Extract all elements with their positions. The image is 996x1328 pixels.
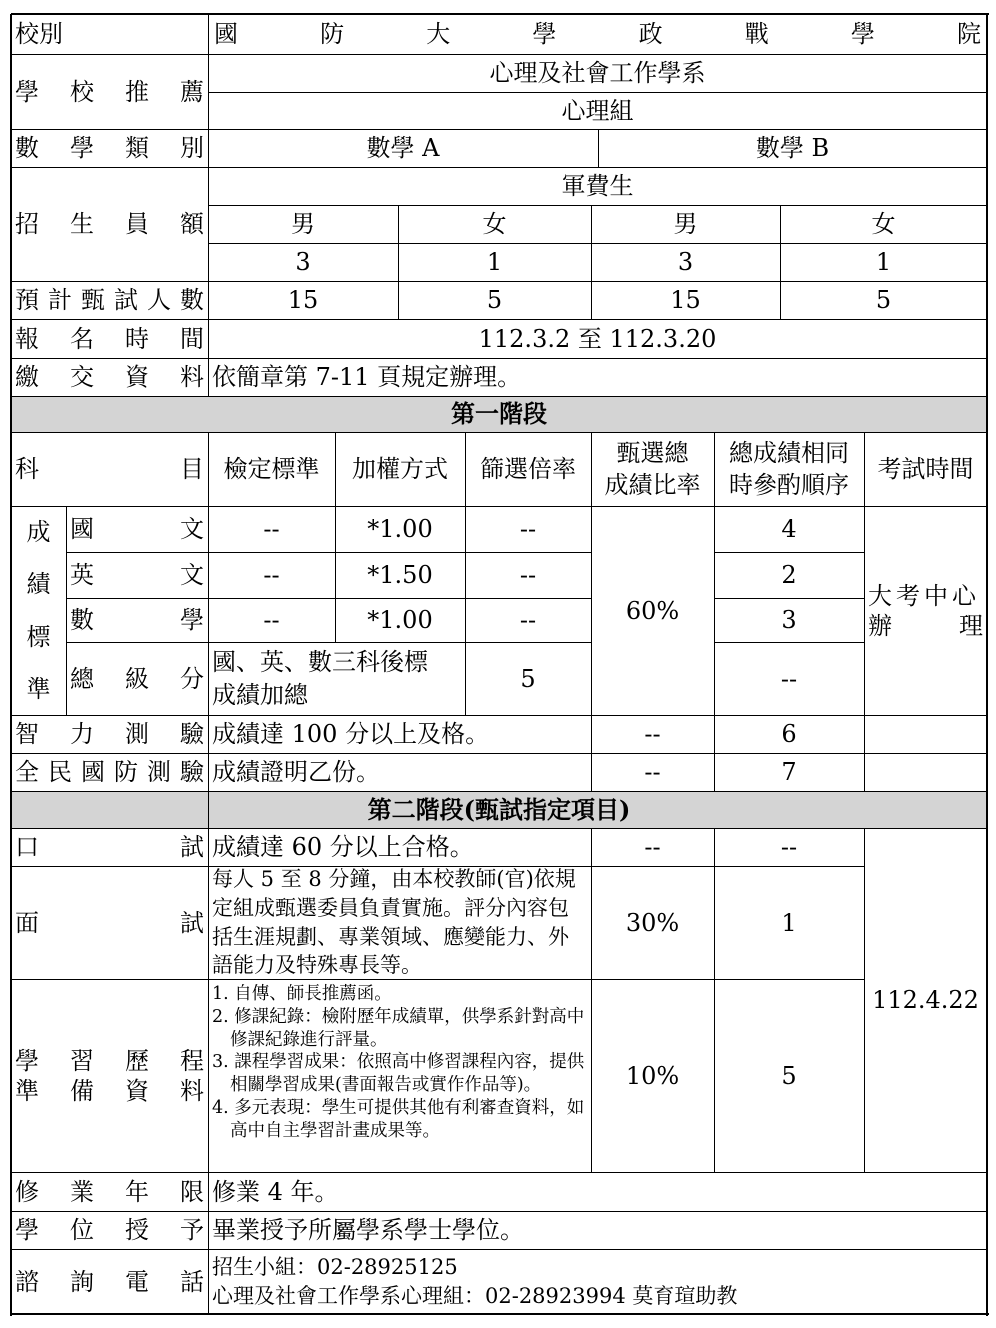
- score-label-char: 準: [26, 674, 51, 703]
- exam-time: 大考中心 辦 理: [868, 581, 983, 640]
- standard-cell: --: [263, 515, 280, 543]
- grid-line: [66, 552, 592, 553]
- iq-label: 智 力 測 驗: [15, 720, 204, 748]
- header-subject: 科 目: [15, 455, 204, 483]
- ratio-cell: --: [519, 561, 537, 589]
- grid-line: [780, 205, 781, 320]
- grid-line: [11, 129, 988, 130]
- portfolio-item: 2. 修課紀錄：檢附歷年成績單，供學系針對高中修課紀錄進行評量。: [212, 1006, 585, 1050]
- total-order: --: [780, 664, 798, 693]
- grid-line: [864, 432, 865, 792]
- standard-cell: --: [263, 606, 280, 634]
- interview-count-label: 預 計 甄 試 人 數: [15, 286, 204, 314]
- quota-male-a: 男: [291, 210, 315, 238]
- math-a: 數學 A: [366, 134, 440, 162]
- portfolio-item: 3. 課程學習成果：依照高中修習課程內容，提供相關學習成果(書面報告或實作作品等)。: [212, 1052, 585, 1095]
- grid-line: [598, 129, 599, 168]
- portfolio-items: [208, 979, 591, 1172]
- submit-label: 繳 交 資 料: [15, 363, 204, 391]
- grid-line: [11, 753, 988, 754]
- grid-line: [398, 205, 399, 320]
- grid-line: [66, 506, 67, 716]
- math-type-label: 數 學 類 別: [15, 134, 204, 162]
- order-cell: 3: [781, 606, 797, 634]
- score-label-char: 標: [26, 622, 51, 651]
- grid-line: [11, 1249, 988, 1250]
- defense-percent: --: [644, 758, 661, 786]
- grid-line: [591, 828, 592, 1173]
- grid-line: [11, 319, 988, 320]
- subject-chinese: 國 文: [70, 515, 204, 543]
- stage2-title: 第二階段(甄試指定項目): [367, 794, 631, 824]
- weight-cell: *1.00: [367, 606, 433, 634]
- ratio-cell: --: [519, 606, 537, 634]
- iq-order: 6: [781, 720, 797, 748]
- portfolio-label: 學 習 歷 程 準 備 資 料: [15, 1046, 204, 1105]
- header-time: 考試時間: [877, 455, 974, 483]
- grid-line: [10, 14, 12, 1316]
- degree-value: 畢業授予所屬學系學士學位。: [212, 1216, 524, 1244]
- grid-line: [714, 432, 715, 792]
- subject-math: 數 學: [70, 606, 204, 634]
- interview-percent: 30%: [625, 908, 680, 937]
- portfolio-item: 4. 多元表現：學生可提供其他有利審查資料，如高中自主學習計畫成果等。: [212, 1097, 585, 1141]
- recommend-label: 學 校 推 薦: [15, 77, 204, 106]
- quota-value: 1: [875, 248, 892, 276]
- grid-line: [208, 243, 988, 244]
- grid-line: [11, 506, 988, 507]
- grid-line: [11, 54, 988, 55]
- department-name: 心理及社會工作學系: [489, 59, 706, 87]
- interview-label: 面 試: [15, 908, 204, 937]
- ratio-cell: --: [519, 515, 537, 543]
- grid-line: [714, 828, 715, 1173]
- grid-line: [11, 396, 988, 397]
- contact-line: 心理及社會工作學系心理組：02-28923994 莫育瑄助教: [212, 1283, 738, 1308]
- header-ratio: 篩選倍率: [480, 455, 576, 483]
- subject-total: 總 級 分: [70, 664, 204, 693]
- interview-desc: 每人 5 至 8 分鐘，由本校教師(官)依規定組成甄選委員負責實施。評分內容包括生涯規劃、專業領域、應變能力、外語能力及特殊專長等。: [212, 866, 576, 978]
- header-weight: 加權方式: [352, 455, 448, 483]
- iq-percent: --: [644, 720, 661, 748]
- years-value: 修業 4 年。: [212, 1177, 339, 1206]
- header-order: 總成績相同 時參酌順序: [729, 438, 849, 499]
- quota-label: 招 生 員 額: [15, 210, 204, 238]
- oral-percent: --: [644, 833, 661, 861]
- quota-value: 3: [677, 248, 694, 276]
- score-label-char: 績: [26, 570, 51, 599]
- grid-line: [208, 205, 988, 206]
- grid-line: [11, 1172, 988, 1173]
- interview-count-value: 15: [670, 286, 701, 314]
- stage1-percent: 60%: [625, 596, 680, 625]
- defense-desc: 成績證明乙份。: [212, 758, 380, 786]
- portfolio-percent: 10%: [625, 1061, 680, 1090]
- grid-line: [11, 1313, 989, 1315]
- order-cell: 4: [781, 515, 797, 543]
- grid-line: [11, 281, 988, 282]
- weight-cell: *1.00: [367, 515, 433, 543]
- school-name: 國 防 大 學 政 戰 學 院: [214, 20, 981, 48]
- quota-male-b: 男: [673, 210, 698, 238]
- interview-count-value: 15: [287, 286, 319, 314]
- quota-female-a: 女: [482, 210, 507, 238]
- grid-line: [465, 432, 466, 716]
- years-label: 修 業 年 限: [15, 1177, 204, 1206]
- group-name: 心理組: [561, 96, 634, 125]
- grid-line: [11, 979, 865, 980]
- quota-female-b: 女: [871, 210, 896, 238]
- subject-english: 英 文: [70, 561, 204, 589]
- grid-line: [714, 642, 865, 643]
- grid-line: [986, 14, 988, 1316]
- portfolio-item: 1. 自傳、師長推薦函。: [212, 984, 392, 1004]
- oral-desc: 成績達 60 分以上合格。: [212, 833, 474, 861]
- standard-cell: --: [263, 561, 280, 589]
- grid-line: [714, 552, 865, 553]
- contact-label: 諮 詢 電 話: [15, 1267, 204, 1296]
- grid-line: [864, 828, 865, 1173]
- defense-label: 全 民 國 防 測 驗: [15, 758, 204, 786]
- stage2-date: 112.4.22: [872, 986, 979, 1014]
- submit-value: 依簡章第 7-11 頁規定辦理。: [212, 363, 522, 391]
- math-b: 數學 B: [755, 134, 830, 162]
- weight-cell: *1.50: [367, 561, 433, 589]
- grid-line: [335, 432, 336, 643]
- grid-line: [66, 598, 592, 599]
- quota-value: 1: [486, 248, 503, 276]
- portfolio-order: 5: [781, 1061, 797, 1090]
- order-cell: 2: [781, 561, 797, 589]
- score-standard-label: [11, 506, 66, 715]
- school-label: 校別: [15, 20, 63, 48]
- grid-line: [11, 13, 989, 15]
- contact-value: [208, 1249, 987, 1314]
- degree-label: 學 位 授 予: [15, 1216, 204, 1244]
- total-ratio: 5: [520, 664, 536, 693]
- grid-line: [11, 715, 988, 716]
- grid-line: [11, 432, 988, 433]
- iq-desc: 成績達 100 分以上及格。: [212, 720, 490, 748]
- oral-order: --: [780, 833, 798, 861]
- interview-count-value: 5: [875, 286, 892, 314]
- grid-line: [714, 598, 865, 599]
- grid-line: [208, 92, 988, 93]
- grid-line: [11, 358, 988, 359]
- header-standard: 檢定標準: [223, 455, 320, 483]
- grid-line: [591, 205, 592, 320]
- header-percent: 甄選總 成績比率: [604, 438, 701, 499]
- register-value: 112.3.2 至 112.3.20: [478, 324, 717, 353]
- grid-line: [11, 828, 988, 829]
- grid-line: [208, 432, 209, 1315]
- contact-line: 招生小組：02-28925125: [212, 1254, 458, 1279]
- grid-line: [11, 791, 988, 792]
- score-label-char: 成: [26, 518, 51, 547]
- total-desc: 國、英、數三科後標 成績加總: [212, 648, 428, 709]
- quota-category: 軍費生: [561, 172, 634, 200]
- register-label: 報 名 時 間: [15, 324, 204, 353]
- oral-label: 口 試: [15, 833, 204, 861]
- interview-count-value: 5: [486, 286, 503, 314]
- grid-line: [591, 432, 592, 792]
- grid-line: [66, 642, 592, 643]
- grid-line: [11, 1211, 988, 1212]
- grid-line: [11, 866, 865, 867]
- stage1-title: 第一階段: [451, 399, 547, 428]
- quota-value: 3: [295, 248, 311, 276]
- defense-order: 7: [781, 758, 797, 786]
- interview-order: 1: [781, 908, 797, 937]
- grid-line: [11, 167, 988, 168]
